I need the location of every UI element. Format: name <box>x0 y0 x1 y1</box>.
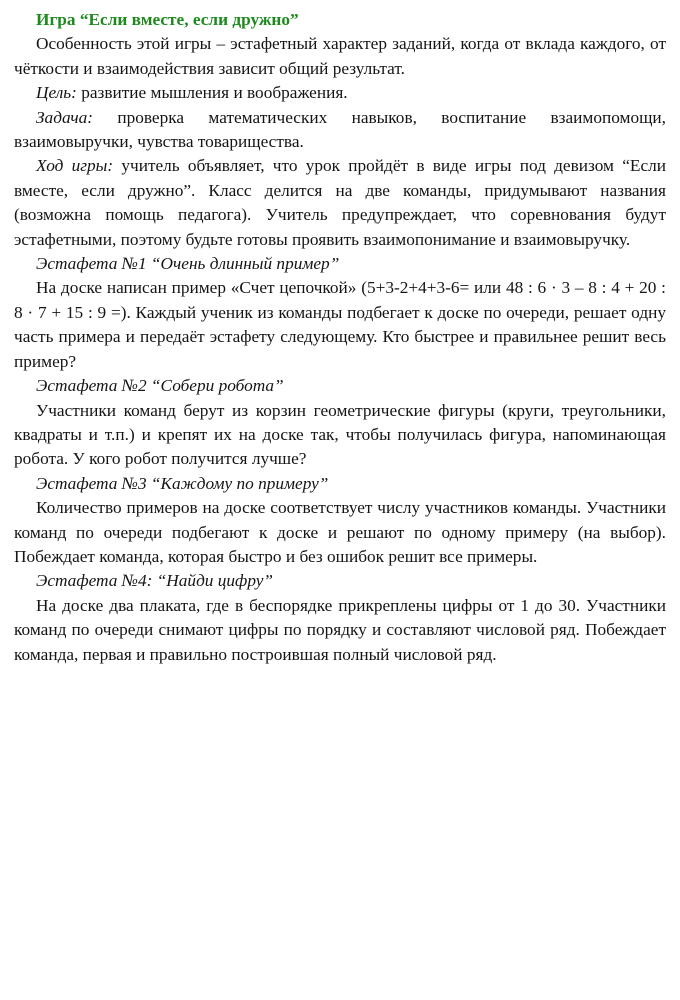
goal-text: развитие мышления и воображения. <box>76 83 348 103</box>
relay-4-heading: Эстафета №4: “Найди цифру” <box>36 571 274 591</box>
game-title: Игра “Если вместе, если дружно” <box>36 10 299 29</box>
relay-2-heading: Эстафета №2 “Собери робота” <box>36 376 284 396</box>
course-label: Ход игры: <box>36 156 114 176</box>
document-page <box>14 8 666 667</box>
relay-4-text: На доске два плаката, где в беспорядке прикреплены цифры от 1 до 30. Участники команд по очереди снимают цифры по порядку и составляют числовой ряд. Побеждает команда, первая и правильно построившая полный числовой ряд. <box>14 595 666 664</box>
relay-2-text: Участники команд берут из корзин геометрические фигуры (круги, треугольники, квадраты и т.п.) и крепят их на доске так, чтобы получилась фигура, напоминающая робота. У кого робот получится лучше? <box>14 400 666 469</box>
course-text: учитель объявляет, что урок пройдёт в виде игры под девизом “Если вместе, если дружно”. Класс делится на две команды, придумывают названия (возможна помощь педагога). Учитель предупреждает, что соревнования будут эстафетными, поэтому будьте готовы проявить взаимопонимание и взаимовыручку. <box>14 156 666 249</box>
relay-1-text: На доске написан пример «Счет цепочкой» (5+3-2+4+3-6= или 48 : 6 · 3 – 8 : 4 + 20 : 8 · 7 + 15 : 9 =). Каждый ученик из команды подбегает к доске по очереди, решает одну часть примера и передаёт эстафету следующему. Кто быстрее и правильнее решит весь пример? <box>14 278 666 371</box>
relay-3-heading: Эстафета №3 “Каждому по примеру” <box>36 473 329 493</box>
relay-3-text: Количество примеров на доске соответствует числу участников команды. Участники команд по очереди подбегают к доске и решают по одному примеру (на выбор). Побеждает команда, которая быстро и без ошибок решит все примеры. <box>14 498 666 566</box>
relay-1-heading: Эстафета №1 “Очень длинный пример” <box>36 254 340 274</box>
goal-label: Цель: <box>36 83 77 103</box>
course-paragraph <box>14 154 666 252</box>
intro-paragraph: Особенность этой игры – эстафетный характер заданий, когда от вклада каждого, от чёткости и взаимодействия зависит общий результат. <box>14 34 666 78</box>
task-paragraph <box>14 106 666 155</box>
task-label: Задача: <box>36 107 93 127</box>
task-text: проверка математических навыков, воспитание взаимопомощи, взаимовыручки, чувства товарищества. <box>14 107 666 152</box>
goal-paragraph <box>14 81 666 105</box>
